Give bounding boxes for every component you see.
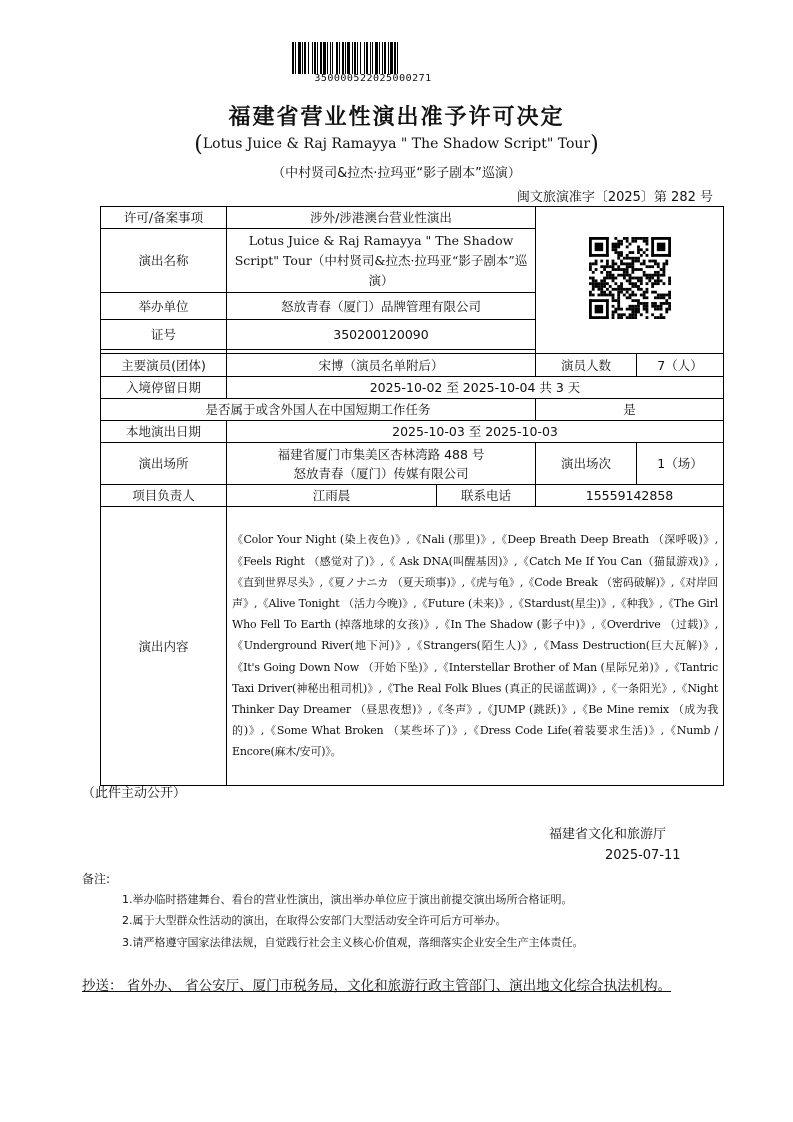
label-show-dates: 本地演出日期	[101, 421, 227, 443]
show-dates-value: 2025-10-03 至 2025-10-03	[227, 421, 724, 443]
manager-value: 江雨晨	[227, 485, 437, 507]
barcode-image	[292, 42, 452, 74]
label-content: 演出内容	[101, 507, 227, 786]
label-performer-count: 演员人数	[536, 354, 637, 377]
label-permit-item: 许可/备案事项	[101, 207, 227, 229]
label-show-name: 演出名称	[101, 229, 227, 293]
label-stay-dates: 入境停留日期	[101, 377, 227, 399]
document-number: 闽文旅演准字〔2025〕第 282 号	[516, 190, 713, 205]
subtitle-chinese: （中村贤司&拉杰·拉玛亚“影子剧本”巡演）	[272, 166, 521, 181]
label-license: 证号	[101, 320, 227, 350]
subtitle-open-paren: (	[194, 132, 203, 157]
subtitle-close-paren: )	[590, 132, 599, 157]
qr-code-image	[589, 237, 671, 319]
label-phone: 联系电话	[437, 485, 536, 507]
phone-value: 15559142858	[536, 485, 724, 507]
notes-heading: 备注:	[82, 872, 111, 886]
label-organizer: 举办单位	[101, 293, 227, 320]
label-main-performer: 主要演员(团体)	[101, 354, 227, 377]
permit-table	[100, 206, 724, 786]
show-count-value: 1（场）	[637, 443, 724, 485]
document-title: 福建省营业性演出准予许可决定	[228, 105, 565, 130]
venue-line-1: 福建省厦门市集美区杏林湾路 488 号	[277, 446, 485, 462]
main-performer-value: 宋博（演员名单附后）	[227, 354, 536, 377]
note-item: 3.请严格遵守国家法律法规，自觉践行社会主义核心价值观，落细落实企业安全生产主体责任。	[122, 936, 584, 949]
permit-item-value: 涉外/涉港澳台营业性演出	[227, 207, 536, 229]
license-value: 350200120090	[227, 320, 536, 350]
label-short-term-work: 是否属于或含外国人在中国短期工作任务	[101, 399, 536, 421]
note-item: 1.举办临时搭建舞台、看台的营业性演出，演出举办单位应于演出前提交演出场所合格证明。	[122, 893, 573, 906]
public-disclosure-note: （此件主动公开）	[82, 786, 187, 801]
label-show-count: 演出场次	[536, 443, 637, 485]
issuing-authority: 福建省文化和旅游厅	[549, 827, 667, 842]
label-manager: 项目负责人	[101, 485, 227, 507]
short-term-work-value: 是	[536, 399, 724, 421]
subtitle-english	[0, 132, 793, 157]
subtitle-english-text: Lotus Juice & Raj Ramayya " The Shadow Script" Tour	[202, 136, 591, 152]
venue-line-2: 怒放青春（厦门）传媒有限公司	[293, 465, 469, 481]
note-item: 2.属于大型群众性活动的演出，在取得公安部门大型活动安全许可后方可举办。	[122, 914, 507, 927]
issue-date: 2025-07-11	[605, 848, 681, 863]
barcode-number: 350000522025000271	[314, 73, 432, 84]
performer-count-value: 7（人）	[637, 354, 724, 377]
copy-to-list: 抄送： 省外办、 省公安厅、厦门市税务局，文化和旅游行政主管部门、演出地文化综合执法机构。	[82, 978, 672, 994]
organizer-value: 怒放青春（厦门）品牌管理有限公司	[227, 293, 536, 320]
qr-cell	[536, 207, 724, 354]
stay-dates-value: 2025-10-02 至 2025-10-04 共 3 天	[227, 377, 724, 399]
venue-value	[227, 443, 536, 485]
show-name-value: Lotus Juice & Raj Ramayya " The Shadow Script" Tour（中村贤司&拉杰·拉玛亚“影子剧本”巡演）	[227, 229, 536, 293]
content-value: 《Color Your Night (染上夜色)》,《Nali (那里)》,《Deep Breath Deep Breath （深呼吸)》,《Feels Right （感觉对了)》,《 Ask DNA(叫醒基因)》,《Catch Me If You Can（猫鼠游戏)》,《直到世界尽头》,《夏ノナニカ （夏天琐事)》,《虎与龟》,《Code Break （密码破解)》,《对岸回声》,《Alive Tonight （活力今晚)》,《Future (未来)》,《Stardust(星尘)》,《种我》,《The Girl Who Fell To Earth (掉落地球的女孩)》,《In The Shadow (影子中)》,《Overdrive （过载)》,《Underground River(地下河)》,《Strangers(陌生人)》,《Mass Destruction(巨大瓦解)》,《It's Going Down Now （开始下坠)》,《Interstellar Brother of Man (星际兄弟)》,《Tantric Taxi Driver(神秘出租司机)》,《The Real Folk Blues (真正的民谣蓝调)》,《一条阳光》,《Night Thinker Day Dreamer （昼思夜想)》,《冬声》,《JUMP (跳跃)》,《Be Mine remix （成为我的)》,《Some What Broken （某些坏了)》,《Dress Code Life(着装要求生活)》,《Numb / Encore(麻木/安可)》。	[227, 507, 724, 786]
label-venue: 演出场所	[101, 443, 227, 485]
